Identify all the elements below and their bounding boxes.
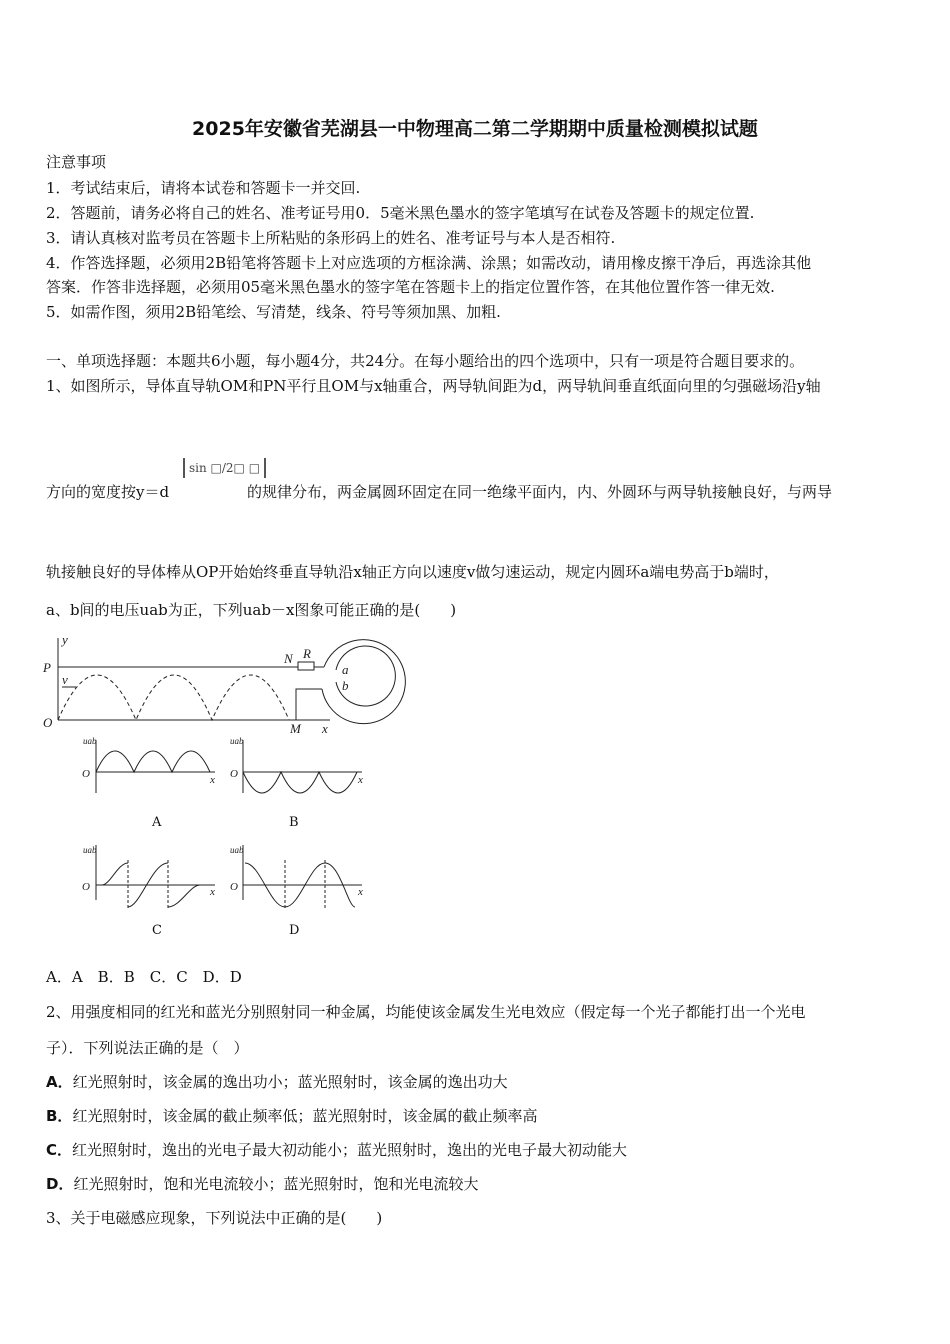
svg-text:O: O <box>230 768 238 780</box>
svg-text:b: b <box>342 678 349 693</box>
q2-option-b <box>46 1106 537 1126</box>
q1-text: 方向的宽度按y＝d <box>46 483 170 501</box>
q1-text: a、b间的电压uab为正，下列uab－x图象可能正确的是( ) <box>46 601 457 619</box>
graph-caption-c: C <box>152 923 162 938</box>
graph-caption-a: A <box>152 815 162 830</box>
page-title: 2025年安徽省芜湖县一中物理高二第二学期期中质量检测模拟试题 <box>192 118 758 140</box>
svg-text:M: M <box>290 721 301 736</box>
q2-text: 子）．下列说法正确的是（ ） <box>46 1039 249 1057</box>
notice-item: 1．考试结束后，请将本试卷和答题卡一并交回. <box>46 179 361 197</box>
graph-caption-d: D <box>289 923 300 938</box>
svg-text:O: O <box>43 715 53 730</box>
svg-text:v: v <box>62 672 68 687</box>
circuit-figure <box>40 630 420 740</box>
q2-text: 2、用强度相同的红光和蓝光分别照射同一种金属，均能使该金属发生光电效应（假定每一个光子都能打出一个光电 <box>46 1003 806 1021</box>
q1-text: 轨接触良好的导体棒从OP开始始终垂直导轨沿x轴正方向以速度v做匀速运动，规定内圆环a端电势高于b端时， <box>46 563 779 581</box>
q3-text: 3、关于电磁感应现象，下列说法中正确的是( ) <box>46 1209 383 1227</box>
option-key: A． <box>46 1073 73 1091</box>
q2-option-c <box>46 1140 627 1160</box>
notice-item: 2．答题前，请务必将自己的姓名、准考证号用0．5毫米黑色墨水的签字笔填写在试卷及答题卡的规定位置. <box>46 204 755 222</box>
svg-text:x: x <box>358 774 363 786</box>
option-text: 红光照射时，该金属的逸出功小；蓝光照射时，该金属的逸出功大 <box>72 1073 508 1091</box>
svg-text:O: O <box>82 768 90 780</box>
option-key: B． <box>46 1107 73 1125</box>
option-key: C． <box>46 1141 73 1159</box>
notice-item: 3．请认真核对监考员在答题卡上所粘贴的条形码上的姓名、准考证号与本人是否相符. <box>46 229 616 247</box>
svg-text:x: x <box>210 774 215 786</box>
q1-text: 1、如图所示，导体直导轨OM和PN平行且OM与x轴重合，两导轨间距为d，两导轨间垂直纸面向里的匀强磁场沿y轴 <box>46 377 821 395</box>
option-text: 红光照射时，逸出的光电子最大初动能小；蓝光照射时，逸出的光电子最大初动能大 <box>72 1141 628 1159</box>
svg-text:uab: uab <box>230 736 244 746</box>
svg-text:y: y <box>62 632 68 647</box>
svg-text:x: x <box>322 721 328 736</box>
graph-caption-b: B <box>289 815 299 830</box>
svg-text:x: x <box>210 886 215 898</box>
q1-text: 的规律分布，两金属圆环固定在同一绝缘平面内，内、外圆环与两导轨接触良好，与两导 <box>247 483 833 501</box>
svg-text:O: O <box>82 881 90 893</box>
graph-c <box>96 845 215 910</box>
section-heading: 一、单项选择题：本题共6小题，每小题4分，共24分。在每小题给出的四个选项中，只有一项是符合题目要求的。 <box>46 352 805 370</box>
option-text: 红光照射时，饱和光电流较小；蓝光照射时，饱和光电流较大 <box>73 1175 479 1193</box>
option-key: D． <box>46 1175 74 1193</box>
notice-item: 4．作答选择题，必须用2B铅笔将答题卡上对应选项的方框涂满、涂黑；如需改动，请用橡皮擦干净后，再选涂其他 <box>46 254 812 272</box>
graph-d <box>243 845 362 910</box>
notice-item: 5．如需作图，须用2B铅笔绘、写清楚，线条、符号等须加黑、加粗. <box>46 303 501 321</box>
q1-options: A．A B．B C．C D．D <box>46 968 242 986</box>
notice-item: 答案．作答非选择题，必须用05毫米黑色墨水的签字笔在答题卡上的指定位置作答，在其他位置作答一律无效. <box>46 278 775 296</box>
q2-option-d <box>46 1174 478 1194</box>
svg-text:uab: uab <box>230 845 244 855</box>
notice-heading: 注意事项 <box>46 153 107 171</box>
answer-graphs <box>80 735 380 935</box>
svg-text:N: N <box>284 651 293 666</box>
svg-text:uab: uab <box>83 736 97 746</box>
graph-a <box>96 740 215 793</box>
svg-text:x: x <box>358 886 363 898</box>
svg-text:P: P <box>43 660 51 675</box>
svg-text:R: R <box>303 646 311 661</box>
graph-b <box>243 740 362 793</box>
svg-text:uab: uab <box>83 845 97 855</box>
formula: sin □/2□ □ <box>183 458 266 478</box>
svg-text:O: O <box>230 881 238 893</box>
option-text: 红光照射时，该金属的截止频率低；蓝光照射时，该金属的截止频率高 <box>72 1107 538 1125</box>
svg-text:a: a <box>342 662 349 677</box>
q2-option-a <box>46 1072 508 1092</box>
